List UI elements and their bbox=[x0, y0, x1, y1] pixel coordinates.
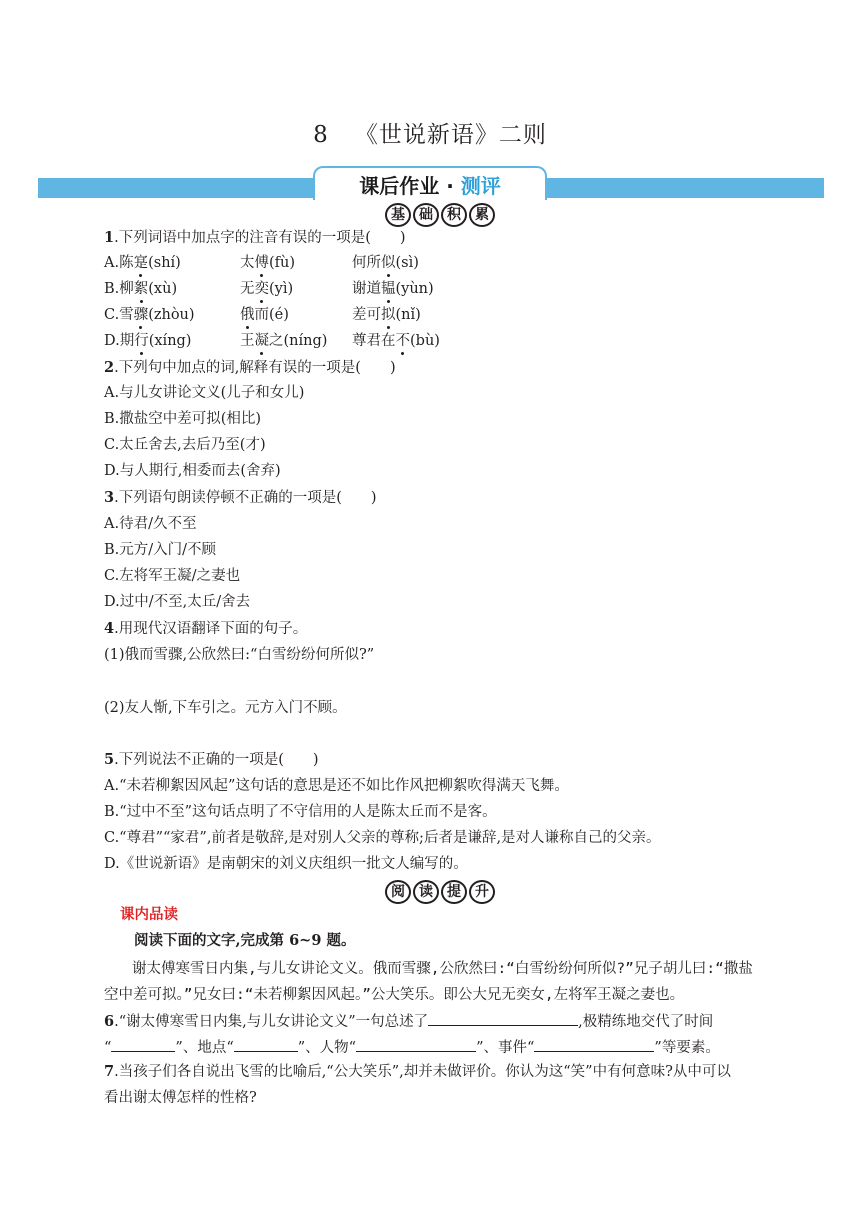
q1-option-d3: 尊君在不(bù) bbox=[352, 333, 440, 349]
section-tag-basics: 基 础 积 累 bbox=[384, 203, 496, 227]
q1-option-d1: D.期行(xíng) bbox=[104, 333, 192, 349]
q1-option-b3: 谢道韫(yùn) bbox=[352, 281, 434, 297]
q1-option-a2: 太傅(fù) bbox=[240, 255, 296, 271]
lesson-title: 《世说新语》二则 bbox=[354, 122, 547, 148]
q6-blank-event[interactable] bbox=[534, 1036, 654, 1052]
question-5: 5.下列说法不正确的一项是( ) bbox=[104, 751, 319, 768]
q1-option-a3: 何所似(sì) bbox=[352, 255, 419, 271]
q1-option-a1: A.陈寔(shí) bbox=[104, 255, 181, 271]
q1-option-d2: 王凝之(níng) bbox=[240, 333, 328, 349]
q1-option-b1: B.柳絮(xù) bbox=[104, 281, 178, 297]
q3-option-d: D.过中/不至,太丘/舍去 bbox=[104, 594, 251, 610]
q3-option-c: C.左将军王凝/之妻也 bbox=[104, 568, 241, 584]
q2-option-c: C.太丘舍去,去后乃至(才) bbox=[104, 437, 266, 453]
page-title bbox=[0, 116, 860, 149]
q2-option-d: D.与人期行,相委而去(舍弃) bbox=[104, 463, 281, 479]
q1-option-c1: C.雪骤(zhòu) bbox=[104, 307, 195, 323]
question-6: 6.“谢太傅寒雪日内集,与儿女讲论文义”一句总述了 ,极精练地交代了时间 bbox=[104, 1010, 713, 1032]
banner-accent: 测评 bbox=[460, 174, 501, 198]
question-4: 4.用现代汉语翻译下面的句子。 bbox=[104, 620, 308, 637]
q6-blank-time[interactable] bbox=[111, 1036, 175, 1052]
reading-label: 课内品读 bbox=[120, 906, 178, 923]
question-1: 1.下列词语中加点字的注音有误的一项是( ) bbox=[104, 229, 406, 246]
q5-option-a: A.“未若柳絮因风起”这句话的意思是还不如比作风把柳絮吹得满天飞舞。 bbox=[104, 778, 569, 794]
q3-option-a: A.待君/久不至 bbox=[104, 516, 197, 532]
q6-blank-summary[interactable] bbox=[428, 1010, 578, 1026]
section-tag-reading: 阅 读 提 升 bbox=[384, 880, 496, 904]
q5-option-d: D.《世说新语》是南朝宋的刘义庆组织一批文人编写的。 bbox=[104, 856, 468, 872]
q4-item-1: (1)俄而雪骤,公欣然曰:“白雪纷纷何所似?” bbox=[104, 647, 375, 663]
banner-title: 课后作业 · 测评 bbox=[359, 174, 501, 198]
q6-blank-place[interactable] bbox=[234, 1036, 298, 1052]
q1-option-c2: 俄而(é) bbox=[240, 307, 289, 323]
q3-option-b: B.元方/入门/不顾 bbox=[104, 542, 217, 558]
reading-passage: 谢太傅寒雪日内集,与儿女讲论文义。俄而雪骤,公欣然曰:“白雪纷纷何所似?”兄子胡儿曰:“撒盐空中差可拟。”兄女曰:“未若柳絮因风起。”公大笑乐。即公大兄无奕女,左将军王凝之妻也。 bbox=[104, 961, 753, 1003]
lesson-number: 8 bbox=[313, 122, 329, 148]
q1-option-c3: 差可拟(nǐ) bbox=[352, 307, 421, 323]
q6-elements: “ ”、地点“ ”、人物“ ”、事件“ ”等要素。 bbox=[104, 1036, 720, 1058]
question-3: 3.下列语句朗读停顿不正确的一项是( ) bbox=[104, 489, 377, 506]
question-2: 2.下列句中加点的词,解释有误的一项是( ) bbox=[104, 359, 396, 376]
q1-option-b2: 无奕(yì) bbox=[240, 281, 294, 297]
q5-option-c: C.“尊君”“家君”,前者是敬辞,是对别人父亲的尊称;后者是谦辞,是对人谦称自己的父亲。 bbox=[104, 830, 661, 846]
q2-option-a: A.与儿女讲论文义(儿子和女儿) bbox=[104, 385, 305, 401]
q6-blank-people[interactable] bbox=[356, 1036, 476, 1052]
q4-item-2: (2)友人惭,下车引之。元方入门不顾。 bbox=[104, 700, 347, 716]
q5-option-b: B.“过中不至”这句话点明了不守信用的人是陈太丘而不是客。 bbox=[104, 804, 497, 820]
q2-option-b: B.撒盐空中差可拟(相比) bbox=[104, 411, 262, 427]
question-7-cont: 看出谢太傅怎样的性格? bbox=[104, 1090, 257, 1106]
reading-intro: 阅读下面的文字,完成第 6~9 题。 bbox=[134, 932, 356, 949]
question-7: 7.当孩子们各自说出飞雪的比喻后,“公大笑乐”,却并未做评价。你认为这“笑”中有何意味?从中可以 bbox=[104, 1063, 731, 1080]
